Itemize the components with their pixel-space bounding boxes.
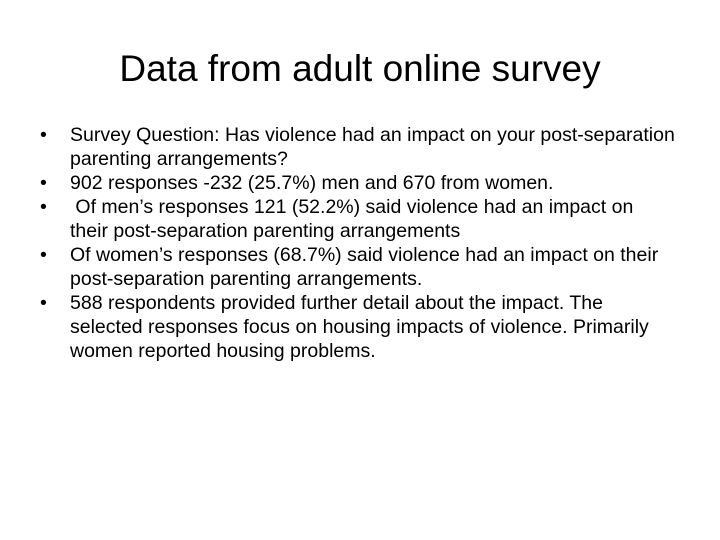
slide-title: Data from adult online survey	[119, 48, 601, 89]
bullet-text: 902 responses -232 (25.7%) men and 670 from women.	[70, 172, 554, 194]
bullet-icon: •	[40, 292, 47, 314]
bullet-icon: •	[40, 124, 47, 146]
bullet-icon: •	[40, 244, 47, 266]
bullet-item-responses	[36, 171, 676, 195]
bullet-text: Of men’s responses 121 (52.2%) said violence had an impact on their post-separation parenting arrangements	[70, 196, 639, 242]
bullet-text: Of women’s responses (68.7%) said violence had an impact on their post-separation parenting arrangements.	[70, 244, 659, 290]
bullet-text: Survey Question: Has violence had an impact on your post-separation parenting arrangements?	[70, 124, 675, 170]
bullet-item-mens-responses	[36, 195, 676, 243]
bullet-item-survey-question	[36, 123, 676, 171]
bullet-list	[36, 123, 676, 363]
bullet-text: 588 respondents provided further detail about the impact. The selected responses focus on housing impacts of violence. Primarily women reported housing problems.	[70, 292, 649, 362]
bullet-icon: •	[40, 196, 47, 218]
bullet-item-further-detail	[36, 291, 676, 363]
bullet-icon: •	[40, 172, 47, 194]
bullet-item-womens-responses	[36, 243, 676, 291]
